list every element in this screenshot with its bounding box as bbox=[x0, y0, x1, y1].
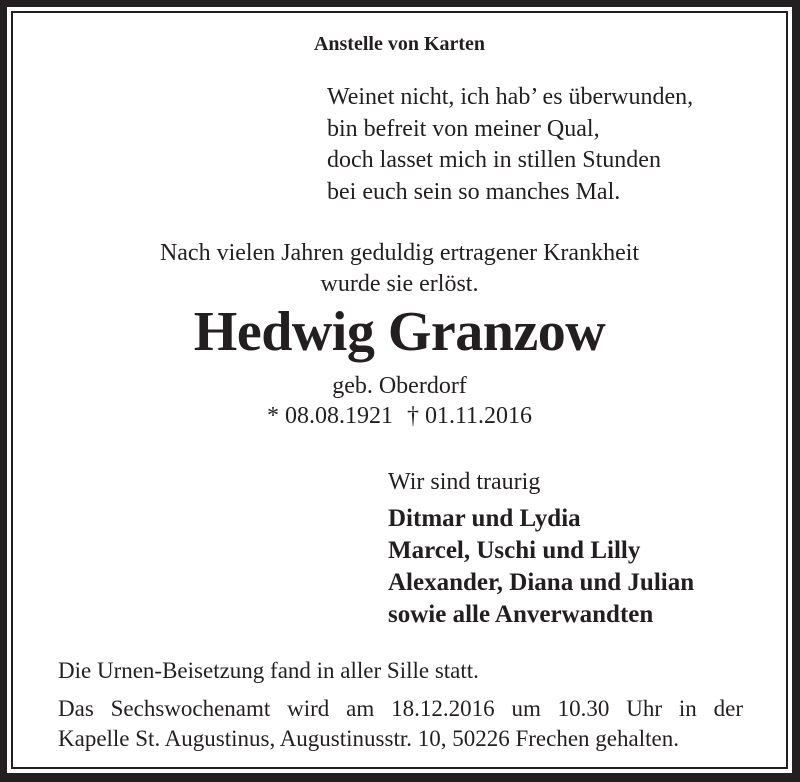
announcement-line: Nach vielen Jahren geduldig ertragener Krankheit bbox=[159, 240, 640, 266]
death-cross-icon: † bbox=[406, 403, 419, 429]
mourner-name: Alexander, Diana und Julian bbox=[388, 569, 695, 596]
announcement bbox=[14, 238, 785, 300]
mourner-name: Marcel, Uschi und Lilly bbox=[388, 537, 641, 564]
mourners-block bbox=[388, 466, 694, 631]
intro-heading: Anstelle von Karten bbox=[313, 33, 486, 55]
service-notice bbox=[58, 694, 743, 754]
poem bbox=[327, 82, 693, 208]
poem-line: bin befreit von meiner Qual, bbox=[327, 115, 600, 142]
poem-line: Weinet nicht, ich hab’ es überwunden, bbox=[327, 84, 694, 110]
life-dates bbox=[14, 401, 785, 431]
death-date: 01.11.2016 bbox=[424, 403, 533, 429]
mourners-intro: Wir sind traurig bbox=[388, 469, 541, 495]
burial-notice: Die Urnen-Beisetzung fand in aller Sille statt. bbox=[58, 658, 479, 683]
service-notice-line: Das Sechswochenamt wird am 18.12.2016 um 10.30 Uhr in der bbox=[58, 696, 743, 721]
poem-line: doch lasset mich in stillen Stunden bbox=[327, 147, 661, 173]
service-notice-line: Kapelle St. Augustinus, Augustinusstr. 10, 50226 Frechen gehalten. bbox=[58, 726, 679, 751]
mourners-list bbox=[388, 503, 694, 631]
birth-date: 08.08.1921 bbox=[284, 403, 393, 429]
maiden-name: geb. Oberdorf bbox=[332, 373, 467, 399]
deceased-name: Hedwig Granzow bbox=[193, 301, 606, 363]
poem-line: bei euch sein so manches Mal. bbox=[327, 178, 621, 205]
mourner-name: Ditmar und Lydia bbox=[388, 505, 581, 532]
announcement-line: wurde sie erlöst. bbox=[320, 271, 479, 297]
birth-star-icon: * bbox=[266, 403, 279, 429]
obituary-notice bbox=[14, 14, 785, 766]
mourner-name: sowie alle Anverwandten bbox=[388, 601, 654, 628]
